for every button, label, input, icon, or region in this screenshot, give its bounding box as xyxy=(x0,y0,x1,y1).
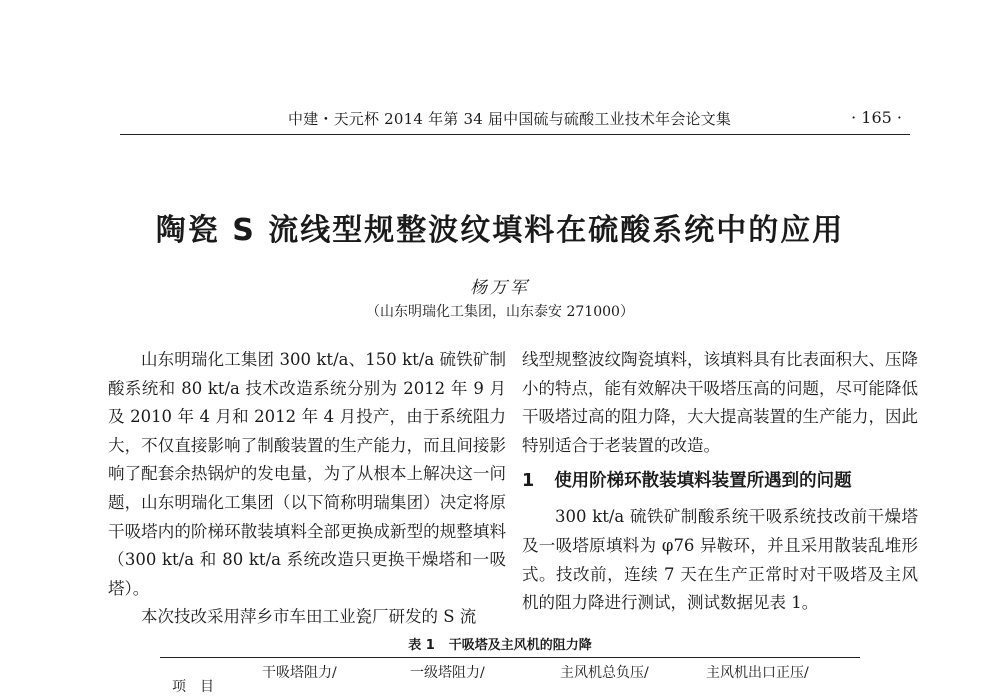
right-column xyxy=(522,346,918,618)
table-caption xyxy=(0,634,1000,653)
paragraph-intro: 山东明瑞化工集团 300 kt/a、150 kt/a 硫铁矿制酸系统和 80 kt/a 技术改造系统分别为 2012 年 9 月及 2010 年 4 月和 2012 年 4 月投产，由于系统阻力大，不仅直接影响了制酸装置的生产能力，而且间接影响了配套余热锅炉的发电量，为了从根本上解决这一问题，山东明瑞化工集团（以下简称明瑞集团）决定将原干吸塔内的阶梯环散装填料全部更换成新型的规整填料（300 kt/a 和 80 kt/a 系统改造只更换干燥塔和一吸塔）。 xyxy=(108,350,506,598)
paragraph-continued: 线型规整波纹陶瓷填料，该填料具有比表面积大、压降小的特点，能有效解决干吸塔压高的问题，尽可能降低干吸塔过高的阻力降，大大提高装置的生产能力，因此特别适合于老装置的改造。 xyxy=(522,350,918,455)
table-caption-text: 干吸塔及主风机的阻力降 xyxy=(448,638,592,653)
table-header-fan-negative: 主风机总负压/ xyxy=(560,665,649,681)
table-top-rule xyxy=(160,657,860,658)
section-title: 使用阶梯环散装填料装置所遇到的问题 xyxy=(554,471,852,492)
table-header-dry-tower: 干吸塔阻力/ xyxy=(262,665,337,681)
author-name: 杨万军 xyxy=(470,278,530,298)
running-header xyxy=(120,108,910,132)
table-header-fan-positive: 主风机出口正压/ xyxy=(706,665,809,681)
article-title: 陶瓷 S 流线型规整波纹填料在硫酸系统中的应用 xyxy=(155,213,845,248)
paragraph-problem: 300 kt/a 硫铁矿制酸系统干吸系统技改前干燥塔及一吸塔原填料为 φ76 异鞍环，并且采用散装乱堆形式。技改前，连续 7 天在生产正常时对干吸塔及主风机的阻力降进行测试，测试数据见表 1。 xyxy=(522,507,918,613)
paragraph-techno-upgrade: 本次技改采用萍乡市车田工业瓷厂研发的 S 流 xyxy=(141,607,477,627)
journal-title: 中建・天元杯 2014 年第 34 届中国硫与硫酸工业技术年会论文集 xyxy=(288,110,732,128)
header-rule xyxy=(120,134,910,135)
page-number: · 165 · xyxy=(851,108,902,127)
table-label: 表 1 xyxy=(408,638,435,653)
section-number: 1 xyxy=(522,471,535,492)
author-affiliation: （山东明瑞化工集团，山东泰安 271000） xyxy=(366,304,634,320)
table-header-first-tower: 一级塔阻力/ xyxy=(410,665,485,681)
table-header-item: 项 目 xyxy=(172,679,214,695)
section-heading xyxy=(522,465,918,498)
left-column xyxy=(108,346,506,632)
